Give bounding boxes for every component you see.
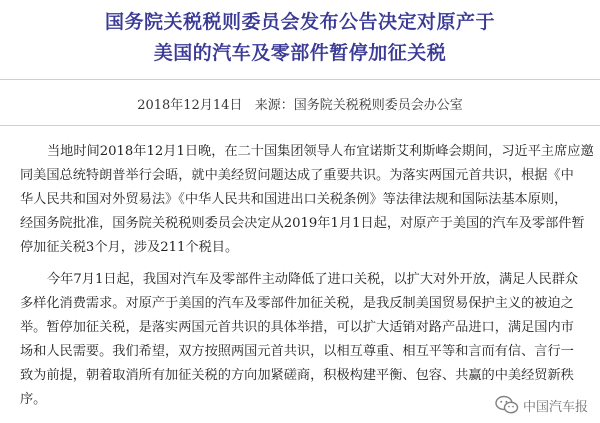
publish-date: 2018年12月14日	[137, 98, 243, 113]
paragraph-line: 多样化消费需求。对原产于美国的汽车及零部件加征关税，是我反制美国贸易保护主义的被迫之	[20, 296, 574, 311]
paragraph-line: 当地时间2018年12月1日晚，在二十国集团领导人布宜诺斯艾利斯峰会期间，习近平主席应邀	[47, 144, 594, 159]
divider-top	[0, 79, 600, 80]
title-line-1: 国务院关税税则委员会发布公告决定对原产于	[104, 11, 495, 33]
article-meta	[0, 94, 600, 113]
paragraph-line: 同美国总统特朗普举行会晤，就中美经贸问题达成了重要共识。为落实两国元首共识，根据《中	[20, 168, 574, 183]
watermark-text: 中国汽车报	[522, 399, 588, 415]
paragraph-line: 序。	[20, 392, 47, 407]
paragraph-line: 经国务院批准，国务院关税税则委员会决定从2019年1月1日起，对原产于美国的汽车及零部件暂	[20, 216, 585, 231]
paragraph-line: 场和人民需要。我们希望，双方按照两国元首共识，以相互尊重、相互平等和言而有信、言行一	[20, 344, 574, 359]
paragraph-line: 今年7月1日起，我国对汽车及零部件主动降低了进口关税，以扩大对外开放，满足人民群众	[47, 272, 579, 287]
paragraph-line: 华人民共和国对外贸易法》《中华人民共和国进出口关税条例》等法律法规和国际法基本原则，	[20, 192, 568, 207]
title-line-2: 美国的汽车及零部件暂停加征关税	[153, 42, 447, 64]
source-name: 国务院关税税则委员会办公室	[293, 98, 463, 113]
paragraph-line: 致为前提，朝着取消所有加征关税的方向加紧磋商，积极构建平衡、包容、共赢的中美经贸新秩	[20, 368, 574, 383]
paragraph-line: 举。暂停加征关税，是落实两国元首共识的具体举措，可以扩大适销对路产品进口，满足国内市	[20, 320, 574, 335]
paragraph-line: 停加征关税3个月，涉及211个税目。	[20, 240, 239, 255]
wechat-icon	[495, 395, 519, 415]
source-label: 来源：	[254, 98, 294, 113]
watermark	[495, 395, 588, 415]
divider-bottom	[0, 125, 600, 126]
